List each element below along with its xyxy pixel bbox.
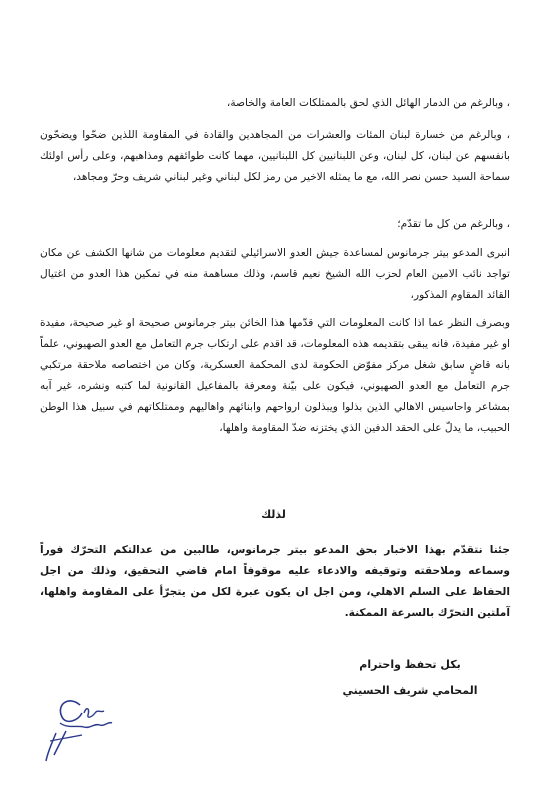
signatory-name: المحامي شريف الحسيني [342, 684, 478, 697]
handwritten-signature [38, 683, 128, 773]
paragraph-1: ، وبالرغم من الدمار الهائل الذي لحق بالممتلكات العامة والخاصة، [226, 97, 510, 109]
section-heading: لذلك [261, 508, 286, 521]
closing-salutation: بكل تحفظ واحترام [359, 658, 461, 671]
paragraph-4: انبرى المدعو بيتر جرمانوس لمساعدة جيش العدو الاسرائيلي لتقديم معلومات من شانها الكشف عن مكان تواجد نائب الامين العام لحزب الله الشيخ نعيم قاسم، وذلك مساهمة منه في تمكين هذا العدو من اغتيال القائد المقاوم المذكور، [40, 247, 510, 301]
paragraph-3: ، وبالرغم من كل ما تقدّم؛ [397, 218, 510, 230]
request-paragraph: جئنا نتقدّم بهذا الاخبار بحق المدعو بيتر جرمانوس، طالبين من عدالتكم التحرّك فوراً وسماعه وملاحقته وتوقيفه والادعاء عليه موقوفاً امام قاضي التحقيق، وذلك من اجل الحفاظ على السلم الاهلي، ومن اجل ان يكون عبرة لكل من يتجرّأ على المقاومة واهلها، آملتين التحرّك بالسرعة الممكنة. [40, 544, 510, 619]
paragraph-2: ، وبالرغم من خسارة لبنان المئات والعشرات من المجاهدين والقادة في المقاومة اللذين ضحّوا ويضحّون بانفسهم عن لبنان، كل لبنان، وعن اللبنانيين كل اللبنانيين، مهما كانت طوائفهم ومذاهبهم، وعلى رأس اولئك سماحة السيد حسن نصر الله، مع ما يمثله الاخير من رمز لكل لبناني وغير لبناني شريف وحرّ ومجاهد، [40, 129, 510, 183]
paragraph-5: وبصرف النظر عما اذا كانت المعلومات التي قدّمها هذا الخائن بيتر جرمانوس صحيحة او غير صحيحة، مفيدة او غير مفيدة، فانه يبقى بتقديمه هذه المعلومات، قد اقدم على ارتكاب جرم التعامل مع العدو الصهيوني، علماً بانه قاضٍ سابق شغل مركز مفوّض الحكومة لدى المحكمة العسكرية، وكان من اختصاصه ملاحقة مرتكبي جرم التعامل مع العدو الصهيوني، فيكون على بيّنة ومعرفة بالمفاعيل القانونية لما كتبه ونشره، غير آبه بمشاعر واحاسيس الاهالي الذين بذلوا ويبذلون ارواحهم وابنائهم واهاليهم وممتلكاتهم في سبيل هذا الوطن الحبيب، ما يدلّ على الحقد الدفين الذي يختزنه ضدّ المقاومة واهلها، [40, 317, 510, 434]
